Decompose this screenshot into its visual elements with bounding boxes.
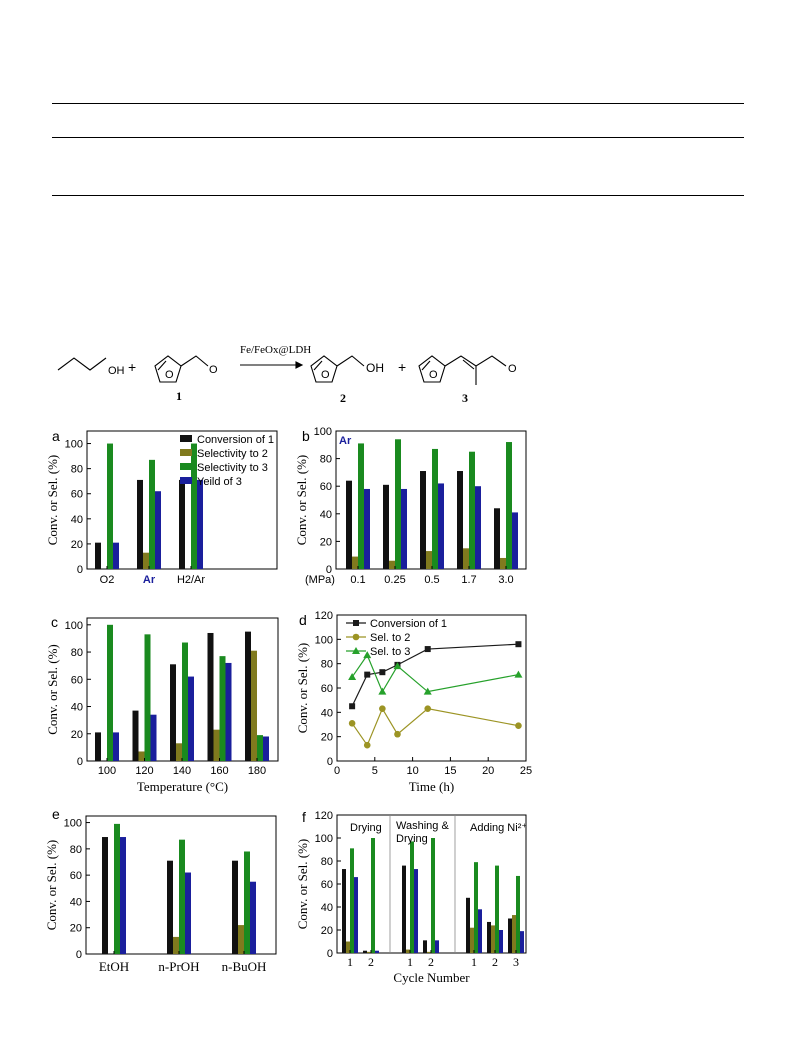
- panel-d: [295, 610, 532, 794]
- y-tick-label: 80: [70, 647, 83, 660]
- bar-0-2: [420, 471, 426, 569]
- point-2-0: [348, 673, 356, 680]
- bar-0-0: [102, 837, 108, 954]
- y-tick-label: 60: [320, 879, 333, 891]
- bar-0-1: [383, 485, 389, 569]
- bar-2-1: [371, 838, 375, 953]
- x-tick-label: 1.7: [461, 574, 477, 586]
- point-1-2: [379, 705, 386, 712]
- y-tick-label: 80: [70, 463, 83, 476]
- bar-1-4: [470, 928, 474, 953]
- x-unit-label: (MPa): [305, 574, 335, 586]
- bar-3-3: [226, 663, 232, 761]
- bar-3-0: [113, 543, 119, 569]
- bar-1-4: [500, 558, 506, 569]
- bar-0-1: [167, 861, 173, 954]
- bar-0-0: [95, 543, 101, 569]
- bar-0-4: [466, 898, 470, 953]
- point-0-1: [364, 672, 370, 678]
- y-tick-label: 60: [70, 674, 83, 687]
- point-0-5: [515, 641, 521, 647]
- y-tick-label: 0: [325, 564, 332, 576]
- product2-oh-label: OH: [366, 361, 384, 375]
- furfural-aldehyde-o-label: O: [209, 364, 218, 376]
- x-tick-label: 0: [333, 765, 341, 777]
- y-axis-title: Conv. or Sel. (%): [294, 454, 309, 546]
- y-tick-label: 40: [69, 896, 82, 909]
- x-tick-label: n-BuOH: [221, 959, 267, 974]
- bar-0-2: [179, 480, 185, 569]
- bar-3-5: [499, 930, 503, 953]
- legend-label-0: Conversion of 1: [370, 618, 448, 630]
- bar-3-1: [185, 873, 191, 954]
- panel-letter: b: [302, 428, 310, 444]
- y-tick-label: 80: [69, 843, 82, 856]
- hydroxymethyl-2: [337, 356, 364, 366]
- bar-1-0: [346, 942, 350, 954]
- x-tick-label: 2: [428, 955, 434, 969]
- panel-letter: a: [52, 428, 60, 444]
- legend-swatch-0: [180, 435, 192, 442]
- x-tick-label: 1: [407, 955, 413, 969]
- bar-0-0: [342, 869, 346, 953]
- y-tick-label: 80: [319, 453, 332, 466]
- x-tick-label: 3: [513, 955, 519, 969]
- panel-letter: c: [51, 614, 58, 630]
- panel-letter: f: [302, 809, 306, 825]
- y-tick-label: 40: [70, 513, 83, 526]
- legend-swatch-1: [180, 449, 192, 456]
- y-tick-label: 40: [70, 701, 83, 714]
- bar-3-2: [414, 869, 418, 953]
- bar-3-0: [364, 489, 370, 569]
- x-tick-label: O2: [99, 574, 115, 586]
- point-1-5: [515, 722, 522, 729]
- bar-3-4: [263, 736, 269, 761]
- x-tick-label: 160: [210, 765, 229, 777]
- x-tick-label: 100: [97, 765, 117, 777]
- y-tick-label: 120: [314, 810, 333, 822]
- y-tick-label: 60: [69, 870, 82, 883]
- bar-3-3: [435, 940, 439, 953]
- point-1-1: [364, 742, 371, 749]
- bar-2-1: [149, 460, 155, 569]
- y-tick-label: 20: [320, 731, 333, 744]
- y-tick-label: 20: [70, 538, 83, 551]
- bar-2-0: [358, 443, 364, 569]
- bar-1-2: [238, 925, 244, 954]
- point-1-4: [424, 705, 431, 712]
- y-tick-label: 100: [314, 833, 333, 845]
- bar-0-3: [208, 633, 214, 761]
- panel-c: [45, 614, 278, 794]
- x-tick-label: 0.5: [424, 574, 440, 586]
- bar-2-1: [145, 634, 151, 761]
- bar-1-2: [426, 551, 432, 569]
- bar-0-0: [95, 732, 101, 761]
- series-line-1: [352, 709, 518, 746]
- y-tick-label: 80: [320, 856, 333, 868]
- bar-3-1: [151, 715, 157, 761]
- bar-1-1: [139, 751, 145, 761]
- bar-0-2: [232, 861, 238, 954]
- legend-label-1: Selectivity to 2: [197, 448, 268, 460]
- bar-3-4: [512, 512, 518, 569]
- bar-3-3: [475, 486, 481, 569]
- panel-letter: e: [52, 806, 60, 822]
- bar-0-5: [487, 922, 491, 953]
- bar-3-4: [478, 909, 482, 953]
- bar-3-1: [401, 489, 407, 569]
- x-tick-label: 5: [371, 765, 378, 777]
- bar-2-3: [469, 452, 475, 569]
- x-tick-label: n-PrOH: [158, 959, 200, 974]
- bar-0-2: [402, 866, 406, 953]
- y-tick-label: 0: [326, 756, 333, 768]
- aldehyde-1: [181, 356, 208, 366]
- bar-3-6: [520, 931, 524, 953]
- plus-sign-2: +: [398, 359, 407, 375]
- bar-1-5: [491, 925, 495, 953]
- plus-sign-1: +: [128, 359, 137, 375]
- bar-1-3: [463, 548, 469, 569]
- bar-0-3: [457, 471, 463, 569]
- y-tick-label: 20: [319, 536, 332, 549]
- point-2-5: [514, 671, 522, 678]
- bar-2-2: [432, 449, 438, 569]
- point-2-2: [378, 688, 386, 695]
- legend-label-3: Yeild of 3: [197, 476, 242, 488]
- bar-2-2: [244, 851, 250, 954]
- x-tick-label: 2: [492, 955, 498, 969]
- y-tick-label: 100: [63, 817, 82, 830]
- compound-label-3: 3: [462, 391, 468, 405]
- panel-e: [44, 806, 276, 974]
- y-axis-title: Conv. or Sel. (%): [295, 642, 310, 734]
- bar-2-0: [107, 625, 113, 761]
- x-tick-label: 1: [347, 955, 353, 969]
- bar-3-2: [438, 483, 444, 569]
- bar-2-4: [506, 442, 512, 569]
- x-tick-label: EtOH: [98, 959, 130, 974]
- bar-3-0: [354, 877, 358, 953]
- y-axis-title: Conv. or Sel. (%): [295, 838, 310, 930]
- y-tick-label: 100: [64, 619, 83, 632]
- x-tick-label: 10: [406, 765, 419, 777]
- y-axis-title: Conv. or Sel. (%): [45, 644, 60, 735]
- group-label-adding: Adding Ni²⁺: [470, 822, 528, 834]
- x-tick-label: 3.0: [498, 574, 514, 586]
- y-tick-label: 80: [320, 658, 333, 671]
- y-tick-label: 40: [320, 707, 333, 720]
- y-tick-label: 0: [76, 756, 83, 768]
- bar-3-0: [120, 837, 126, 954]
- bar-1-1: [143, 553, 149, 569]
- bar-2-2: [410, 841, 414, 953]
- bar-3-1: [375, 951, 379, 953]
- y-tick-label: 100: [64, 438, 83, 451]
- legend-label-0: Conversion of 1: [197, 434, 275, 446]
- bar-2-4: [474, 862, 478, 953]
- y-tick-label: 120: [314, 610, 333, 622]
- bar-1-3: [214, 730, 220, 761]
- legend-swatch-2: [180, 463, 192, 470]
- point-0-2: [379, 669, 385, 675]
- reaction-scheme: [58, 356, 506, 385]
- legend-label-2: Selectivity to 3: [197, 462, 268, 474]
- bar-2-6: [516, 876, 520, 953]
- bar-1-3: [427, 952, 431, 953]
- y-tick-label: 0: [75, 949, 82, 961]
- x-tick-label: 140: [172, 765, 192, 777]
- y-tick-label: 40: [320, 902, 333, 914]
- bar-1-1: [173, 937, 179, 954]
- bar-2-3: [431, 838, 435, 953]
- compound-label-2: 2: [340, 391, 346, 405]
- x-tick-label: 15: [444, 765, 457, 777]
- bar-2-2: [182, 643, 188, 761]
- furfural-ring-o-label: O: [165, 369, 174, 381]
- annotation-ar: Ar: [339, 435, 352, 447]
- legend-swatch-3: [180, 477, 192, 484]
- y-axis-title: Conv. or Sel. (%): [44, 839, 59, 931]
- panel-f: [295, 809, 527, 985]
- y-tick-label: 60: [70, 488, 83, 501]
- reaction-arrowhead: [296, 362, 302, 368]
- bar-1-0: [352, 557, 358, 569]
- bar-0-0: [346, 481, 352, 569]
- legend-marker-0: [353, 620, 359, 626]
- x-axis-title: Time (h): [408, 779, 455, 794]
- x-tick-label: 180: [247, 765, 267, 777]
- x-tick-label: 1: [471, 955, 477, 969]
- y-tick-label: 60: [319, 481, 332, 494]
- bar-0-2: [170, 664, 176, 761]
- product2-ring-o-label: O: [321, 369, 330, 381]
- catalyst-label: Fe/FeOx@LDH: [240, 344, 312, 356]
- legend-label-2: Sel. to 3: [370, 646, 411, 658]
- bar-3-2: [197, 480, 203, 569]
- product3-ring-o-label: O: [429, 369, 438, 381]
- y-tick-label: 20: [69, 922, 82, 935]
- bar-1-1: [367, 952, 371, 953]
- x-axis-title: Cycle Number: [393, 970, 470, 985]
- bar-0-1: [137, 480, 143, 569]
- x-tick-label: Ar: [142, 574, 156, 586]
- y-tick-label: 100: [314, 634, 333, 647]
- point-0-0: [349, 703, 355, 709]
- bar-3-0: [113, 732, 119, 761]
- group-label-drying: Drying: [350, 822, 382, 834]
- bar-0-4: [245, 632, 251, 761]
- panel-a: [45, 428, 277, 586]
- y-tick-label: 20: [320, 925, 333, 937]
- enal-chain-3: [445, 356, 506, 366]
- bar-3-2: [188, 677, 194, 761]
- y-tick-label: 40: [319, 508, 332, 521]
- legend-label-1: Sel. to 2: [370, 632, 411, 644]
- bar-3-1: [155, 491, 161, 569]
- propanol-oh-label: OH: [108, 365, 125, 377]
- product3-aldehyde-o-label: O: [508, 363, 517, 375]
- bar-2-1: [395, 439, 401, 569]
- bar-0-3: [423, 940, 427, 953]
- point-1-0: [349, 720, 356, 727]
- bar-0-6: [508, 919, 512, 954]
- compound-label-1: 1: [176, 389, 182, 403]
- x-axis-title: Temperature (°C): [136, 779, 229, 794]
- bar-2-0: [107, 444, 113, 569]
- bar-2-3: [220, 656, 226, 761]
- legend-marker-1: [353, 634, 360, 641]
- bar-1-1: [389, 561, 395, 569]
- group-label-washing: Washing &: [396, 820, 449, 832]
- bar-0-1: [133, 711, 139, 761]
- y-tick-label: 0: [76, 564, 83, 576]
- propanol-skeleton: [58, 358, 106, 370]
- y-tick-label: 0: [326, 948, 333, 960]
- x-tick-label: H2/Ar: [176, 574, 206, 586]
- y-tick-label: 100: [313, 426, 332, 438]
- bar-2-0: [114, 824, 120, 954]
- point-0-4: [425, 646, 431, 652]
- bar-1-4: [251, 651, 257, 761]
- bar-2-5: [495, 866, 499, 953]
- y-axis-title: Conv. or Sel. (%): [45, 454, 60, 546]
- bar-1-2: [406, 950, 410, 953]
- x-tick-label: 20: [482, 765, 495, 777]
- x-tick-label: 0.25: [384, 574, 406, 586]
- bar-2-0: [350, 848, 354, 953]
- x-tick-label: 120: [135, 765, 154, 777]
- x-tick-label: 2: [368, 955, 374, 969]
- bar-1-2: [176, 743, 182, 761]
- bar-2-4: [257, 735, 263, 761]
- panel-letter: d: [299, 612, 307, 628]
- bar-0-4: [494, 508, 500, 569]
- bar-3-2: [250, 882, 256, 954]
- x-tick-label: 25: [519, 765, 533, 777]
- panel-b: [294, 426, 526, 586]
- y-tick-label: 60: [320, 683, 333, 695]
- point-1-3: [394, 731, 401, 738]
- bar-2-1: [179, 840, 185, 954]
- x-tick-label: 0.1: [350, 574, 366, 586]
- bar-0-1: [363, 951, 367, 953]
- y-tick-label: 20: [70, 728, 83, 741]
- bar-1-6: [512, 915, 516, 953]
- group-label-washing-2: Drying: [396, 833, 428, 845]
